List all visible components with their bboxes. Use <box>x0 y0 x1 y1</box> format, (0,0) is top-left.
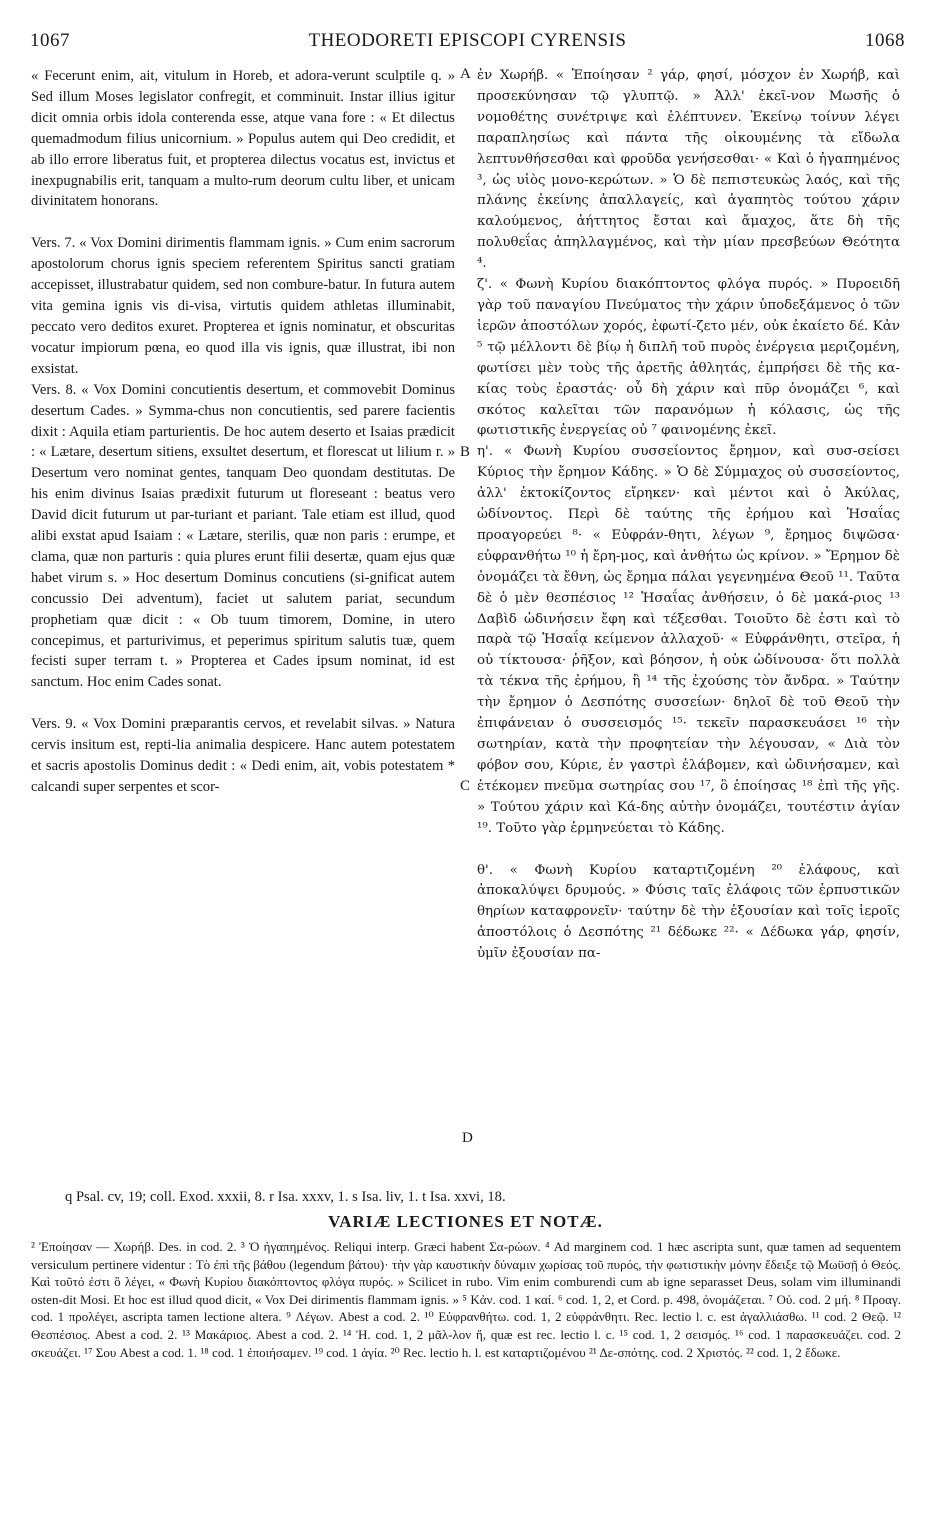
page-number-left: 1067 <box>30 30 70 51</box>
margin-letter: B <box>460 444 471 460</box>
greek-paragraph: θ'. « Φωνὴ Κυρίου καταρτιζομένη ²⁰ ἐλάφους, καὶ ἀποκαλύψει δρυμούς. » Φύσις ταῖς ἐλάφοις τῶν ἑρπυστικῶν θηρίων καταφρονεῖν· ταύτην δὲ τὴν ἐξουσίαν καὶ τοῖς ἱεροῖς ἀποστόλοις ὁ Δεσπότης ²¹ δέδωκε ²²· « Δέδωκα γάρ, φησίν, ὑμῖν ἐξουσίαν πα- <box>477 862 900 962</box>
scripture-references: q Psal. cv, 19; coll. Exod. xxxii, 8. r Isa. xxxv, 1. s Isa. liv, 1. t Isa. xxvi, 18. <box>65 1189 506 1205</box>
latin-paragraph: Vers. 9. « Vox Domini præparantis cervos, et revelabit silvas. » Natura cervis insitum est, repti-lia animalia despicere. Hanc autem potestatem et sacris apostolis Dominus dedit : « Dedi enim, ait, vobis potestatem * calcandi super serpentes et scor- <box>31 716 455 795</box>
variae-lectiones-title: VARIÆ LECTIONES ET NOTÆ. <box>328 1212 603 1231</box>
running-header <box>30 30 905 54</box>
page-title: THEODORETI EPISCOPI CYRENSIS <box>308 30 627 51</box>
greek-paragraph: η'. « Φωνὴ Κυρίου συσσείοντος ἔρημον, καὶ συσ-σείσει Κύριος τὴν ἔρημον Κάδης. » Ὁ δὲ Σύμμαχος οὐ συσσείοντος, ἀλλ' ἐκτοκίζοντος εἴρηκεν· καὶ μέντοι καὶ ὁ Ἀκύλας, ὠδίνοντος. Περὶ δὲ ταύτης τῆς ἐρήμου καὶ Ἡσαΐας προαγορεύει ⁸· « Εὐφράν-θητι, λέγων ⁹, ἔρημος διψῶσα· εὐφρανθήτω ¹⁰ ἡ ἔρη-μος, καὶ ἀνθήτω ὡς κρίνον. » Ἔρημον δὲ ὀνομάζει τὰ ἔθνη, ὡς ἔρημα πάλαι γεγενημένα Θεοῦ ¹¹. Ταῦτα δὲ ὁ μὲν θεσπέσιος ¹² Ἡσαΐας ἀνθήσειν, ὁ δὲ μακά-ριος ¹³ Δαβὶδ ὠδινήσειν ἔφη καὶ τέξεσθαι. Τοιοῦτο δὲ ἐστι καὶ τὸ παρὰ τῷ Ἡσαΐᾳ κείμενον ἀλλαχοῦ· « Εὐφράνθητι, στεῖρα, ἡ οὐ τίκτουσα· ῥῆξον, καὶ βόησον, ἡ οὐκ ὠδίνουσα· ὅτι πολλὰ τὰ τέκνα τῆς ἐρήμου, ἢ ¹⁴ τῆς ἐχούσης τὸν ἄνδρα. » Ταύτην τὴν ἔρημον ὁ Δεσπότης συσσείων· δηλοῖ δὲ τοῦ Θεοῦ τὴν ἐπιφάνειαν ὁ συσσεισμός ¹⁵· τεκεῖν παρασκευάσει ¹⁶ τὴν σωτηρίαν, κατὰ τὴν προφητείαν τὴν λέγουσαν, « Διὰ τὸν φόβον σου, Κύριε, ἐν γαστρὶ ἐλάβομεν, καὶ ὠδινήσαμεν, καὶ ἐτέκομεν πνεῦμα σωτηρίας σου ¹⁷, ὃ ἐποίησας ¹⁸ ἐπὶ τῆς γῆς. » Τούτου χάριν καὶ Κά-δης αὐτὴν ὀνομάζει, τουτέστιν ἁγίαν ¹⁹. Τοῦτο γὰρ ἑρμηνεύεται τὸ Κάδης. <box>477 444 900 836</box>
margin-letter: C <box>460 778 471 794</box>
notes-text: ² Ἐποίησαν — Χωρήβ. Des. in cod. 2. ³ Ὁ ἠγαπημένος. Reliqui interp. Græci habent Σα-ρώων. ⁴ Ad marginem cod. 1 hæc ascripta sunt, quæ tamen ad sequentem versiculum pertinere videntur : Τὸ ἐπὶ τῆς βάθου (legendum βάτου)· τὴν γὰρ καυστικὴν δύναμιν χωρίσας τοῦ πυρός, τὴν φωτιστικὴν μόνην ἔδειξε τῷ Μωϋσῇ ὁ Θεός. Καὶ τοῦτό ἐστι ὃ λέγει, « Φωνὴ Κυρίου διακόπτοντος φλόγα πυρός. » Scilicet in rubo. Vim enim comburendi cum ab igne separasset Deus, solam vim illuminandi osten-dit Mosi. Et hoc est illud quod dicit, « Vox Dei dirimentis flammam ignis. » ⁵ Κἀν. cod. 1 καί. ⁶ cod. 1, 2, et Cord. p. 498, ὀνομάζεται. ⁷ Οὐ. cod. 2 μή. ⁸ Προαγ. cod. 1 προλέγει, ascripta tamen lectione altera. ⁹ Λέγων. Abest a cod. 2. ¹⁰ Εὐφρανθήτω. cod. 1, 2 εὐφράνθητι. Rec. lectio l. c. est ἀγαλλιάσθω. ¹¹ cod. 2 Θεῷ. ¹² Θεσπέσιος. Abest a cod. 2. ¹³ Μακάριος. Abest a cod. 2. ¹⁴ Ἡ. cod. 1, 2 μᾶλ-λον ἤ, quæ est rec. lectio l. c. ¹⁵ cod. 1, 2 σεισμός. ¹⁶ cod. 1 παρασκευάζει. cod. 2 σκευάζει. ¹⁷ Σου Abest a cod. 1. ¹⁸ cod. 1 ἐποιήσαμεν. ¹⁹ cod. 1 ἁγία. ²⁰ Rec. lectio h. l. est καταρτιζομένου ²¹ Δε-σπότης. cod. 2 Χριστός. ²² cod. 1, 2 ἔδωκε. <box>31 1239 901 1360</box>
greek-paragraph: ζ'. « Φωνὴ Κυρίου διακόπτοντος φλόγα πυρός. » Πυροειδῆ γὰρ τοῦ παναγίου Πνεύματος τὴν χάριν ὑποδεξάμενος ὁ τῶν ἱερῶν ἀποστόλων χορός, ἐφωτί-ζετο μέν, οὐκ ἐκαίετο δέ. Κἀν ⁵ τῷ μέλλοντι δὲ βίῳ ἡ διπλῆ τοῦ πυρὸς ἐνέργεια μεριζομένη, φωτίσει μὲν τοὺς τῆς ἀρετῆς ἀθλητάς, ἐμπρήσει δὲ τῆς κα-κίας τοὺς ἐραστάς· οὗ δὴ χάριν καὶ πῦρ ὀνομάζει ⁶, καὶ σκότος καλεῖται τῶν παρανόμων ἡ κόλασις, ὡς τῆς φωτιστικῆς ἐνεργείας οὐ ⁷ φαινομένης ἐκεῖ. <box>477 277 900 439</box>
latin-paragraph: Vers. 7. « Vox Domini dirimentis flammam ignis. » Cum enim sacrorum apostolorum chorus ignis speciem referentem Spiritus sancti gratiam accepisset, illustrabatur quidem, sed non combure-batur. In futura autem vita gemina ignis vis di-visa, virtutis quidem athletas illuminabit, peccato vero deditos exuret. Propterea et ignis nominatur, et obscuritas vocatur impiorum pœna, eo quod illa vis ignis, quæ illustrat, ibi non exsistat. <box>31 235 455 377</box>
margin-letter: D <box>462 1130 473 1146</box>
latin-paragraph: « Fecerunt enim, ait, vitulum in Horeb, et adora-verunt sculptile q. » Sed illum Moses legislator confregit, et comminuit. Instar illius igitur dicit omnia orbis idola conterenda esse, atque vana fore : « Et dilectus quemadmodum filius unicornium. » Populus autem qui Deo credidit, et ab illo errore liberatus fuit, et propterea dilectus vocatus est, invictus et inexpugnabilis erit, tanquam a multo-rum deorum cultu liber, et unicam divinitatem honorans. <box>31 68 455 210</box>
margin-letter: A <box>460 66 471 82</box>
variae-lectiones-notes <box>31 1238 901 1361</box>
page-number-right: 1068 <box>865 30 905 51</box>
latin-column <box>31 66 455 798</box>
greek-paragraph: ἐν Χωρήβ. « Ἐποίησαν ² γάρ, φησί, μόσχον ἐν Χωρήβ, καὶ προσεκύνησαν τῷ γλυπτῷ. » Ἀλλ' ἐκεῖ-νον Μωσῆς ὁ νομοθέτης συνέτριψε καὶ ἐλέπτυνεν. Ἐκείνῳ τοίνυν λέγει παραπλησίως καὶ πάντα τῆς οἰκουμένης τὰ εἴδωλα λεπτυνθήσεσθαι καὶ φροῦδα γενήσεσθαι· « Καὶ ὁ ἠγαπημένος ³, ὡς υἱὸς μονο-κερώτων. » Ὁ δὲ πεπιστευκὼς λαός, καὶ τῆς πλάνης ἐκείνης ἀπαλλαγείς, καὶ ἀγαπητὸς τούτου χάριν καλούμενος, ἀήττητος ἔσται καὶ ἄμαχος, ἅτε δὴ τῆς πολυθεΐας ἀπηλλαγμένος, καὶ τὴν μίαν πρεσβεύων Θεότητα ⁴. <box>477 68 900 272</box>
latin-paragraph: Vers. 8. « Vox Domini concutientis desertum, et commovebit Dominus desertum Cades. » Symma-chus non concutientis, sed parere facientis dixit : Aquila etiam parturientis. De hoc autem deserto et Isaias prædicit : « Lætare, desertum sitiens, exsultet desertum, et florescat ut lilium r. » Desertum vero nominat gentes, tanquam Deo quondam destitutas. De his enim divinus Isaias prædixit futurum ut floreseant : beatus vero David dicit futurum ut par-turiant et pariant. Tale etiam est illud, quod alibi exstat apud Isaiam : « Lætare, sterilis, quæ non paris : erumpe, et clama, quæ non parturis : quia plures erunt filii desertæ, quam ejus quæ habet virum s. » Hoc desertum Dominus concutiens (si-gnificat autem concussio Dei adventum), faciet ut salutem pariat, secundum prophetiam quæ dicit : « Ob tuum timorem, Domine, in utero concepimus, et parturivimus, et peperimus spiritum salutis tuæ, quem fecisti super terram t. » Propterea et Cades ipsum nominat, id est sanctum. Hoc enim Cades sonat. <box>31 381 455 691</box>
greek-column <box>477 66 900 965</box>
